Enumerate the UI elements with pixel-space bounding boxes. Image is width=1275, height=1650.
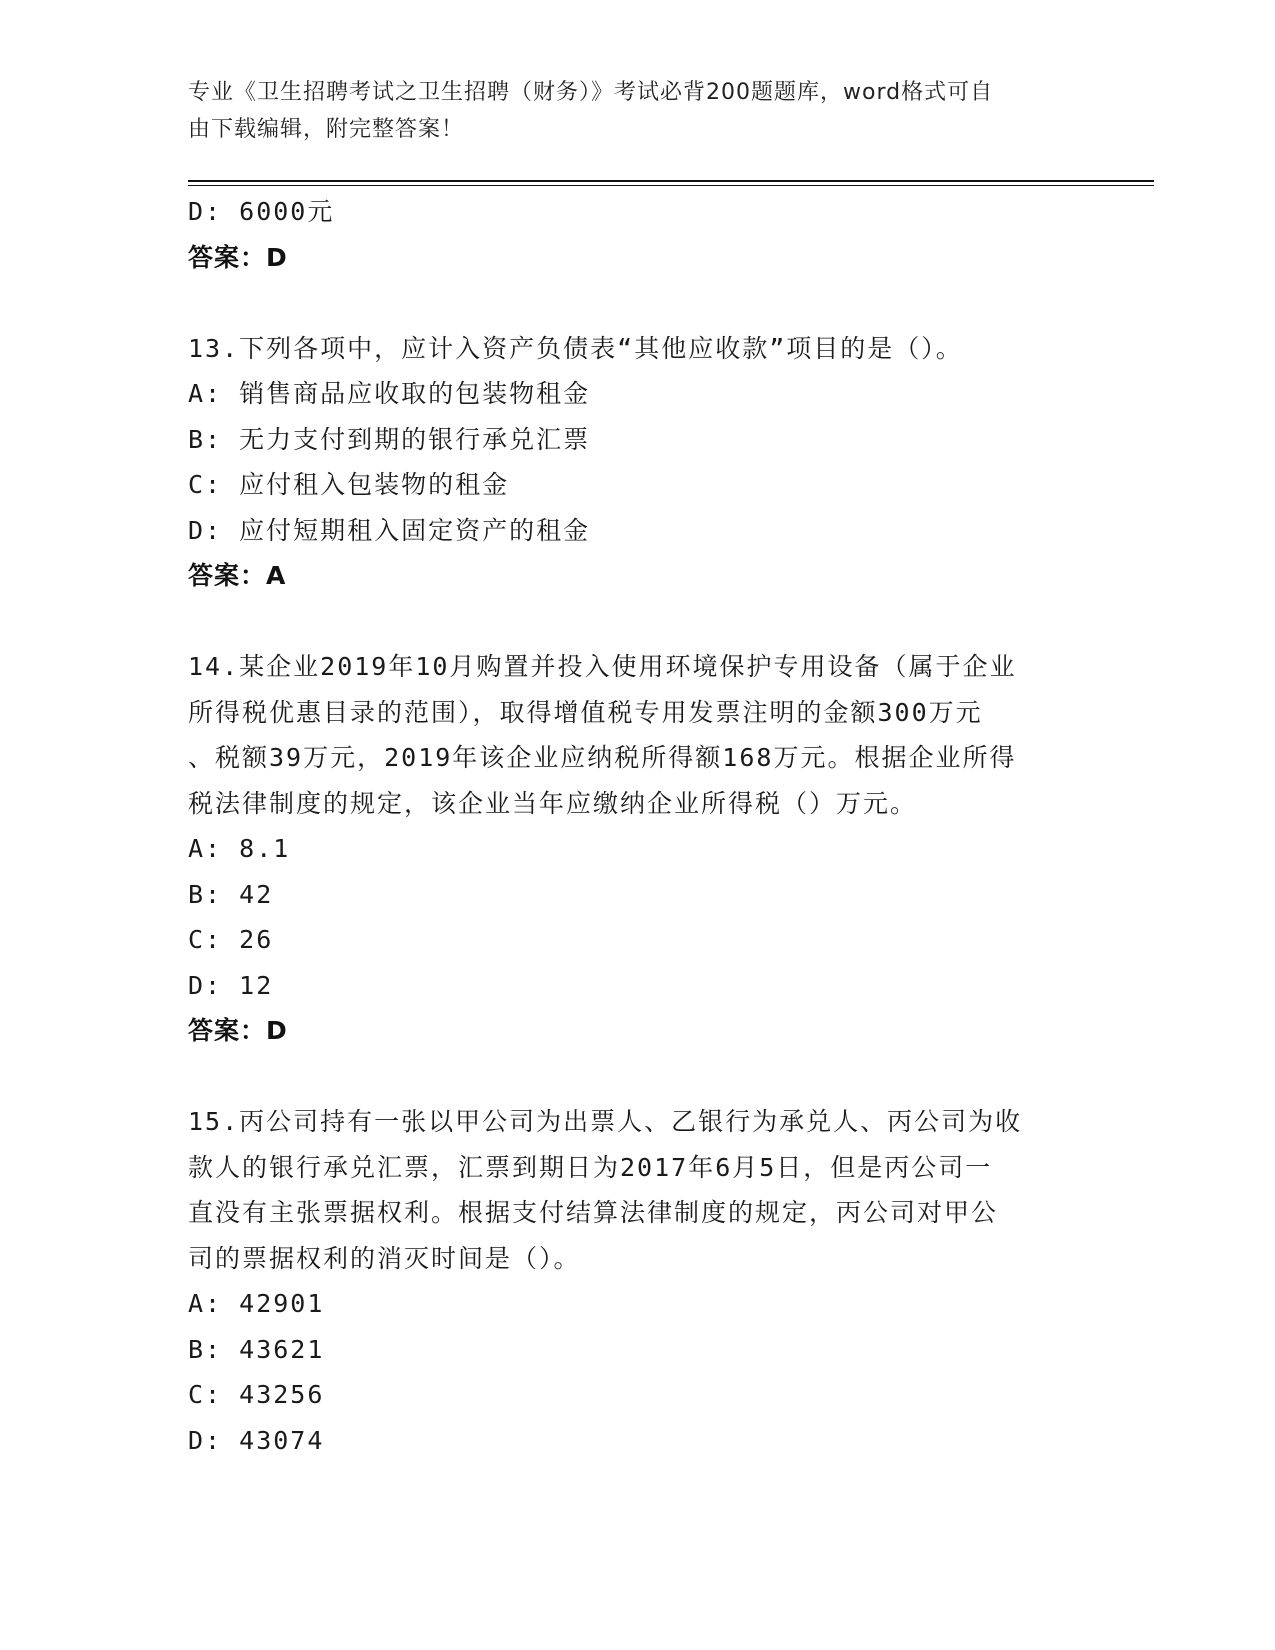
- answer: 答案：D: [188, 242, 288, 272]
- page-header: [188, 74, 1068, 148]
- question-stem-line: 款人的银行承兑汇票，汇票到期日为2017年6月5日，但是丙公司一: [188, 1152, 993, 1182]
- question-stem-line: 、税额39万元，2019年该企业应纳税所得额168万元。根据企业所得: [188, 743, 1017, 772]
- question-stem-line: 直没有主张票据权利。根据支付结算法律制度的规定，丙公司对甲公: [188, 1198, 999, 1227]
- question-stem-line: 14.某企业2019年10月购置并投入使用环境保护专用设备（属于企业: [188, 652, 1017, 681]
- answer: 答案：D: [188, 1016, 288, 1045]
- question-12-tail: [188, 189, 1088, 280]
- spacer: [188, 599, 1088, 645]
- spacer: [188, 280, 1088, 326]
- option-d: D: 12: [188, 970, 274, 1000]
- document-body: [188, 189, 1088, 1463]
- question-stem-line: 税法律制度的规定，该企业当年应缴纳企业所得税（）万元。: [188, 788, 918, 818]
- question-stem-line: 司的票据权利的消灭时间是（）。: [188, 1243, 581, 1273]
- question-14: [188, 644, 1088, 1054]
- option-d: D: 43074: [188, 1425, 325, 1455]
- option-d: D: 6000元: [188, 197, 335, 226]
- header-line-2: 由下载编辑，附完整答案！: [188, 117, 465, 142]
- option-b: B: 无力支付到期的银行承兑汇票: [188, 424, 591, 454]
- question-stem-line: 所得税优惠目录的范围），取得增值税专用发票注明的金额300万元: [188, 697, 983, 727]
- option-a: A: 42901: [188, 1289, 325, 1318]
- header-divider-thin: [188, 185, 1154, 186]
- question-stem-line: 15.丙公司持有一张以甲公司为出票人、乙银行为承兑人、丙公司为收: [188, 1107, 1023, 1136]
- option-c: C: 26: [188, 925, 274, 954]
- option-b: B: 43621: [188, 1334, 325, 1364]
- option-b: B: 42: [188, 879, 274, 909]
- question-15: [188, 1099, 1088, 1463]
- question-13: [188, 326, 1088, 599]
- option-a: A: 销售商品应收取的包装物租金: [188, 379, 591, 408]
- question-stem-line: 13.下列各项中，应计入资产负债表“其他应收款”项目的是（）。: [188, 333, 963, 363]
- option-c: C: 应付租入包装物的租金: [188, 470, 510, 499]
- header-line-1: 专业《卫生招聘考试之卫生招聘（财务）》考试必背200题题库，word格式可自: [188, 80, 994, 105]
- spacer: [188, 1054, 1088, 1100]
- option-d: D: 应付短期租入固定资产的租金: [188, 515, 591, 545]
- option-c: C: 43256: [188, 1380, 325, 1409]
- option-a: A: 8.1: [188, 834, 291, 863]
- answer: 答案：A: [188, 561, 287, 590]
- header-divider-thick: [188, 180, 1154, 182]
